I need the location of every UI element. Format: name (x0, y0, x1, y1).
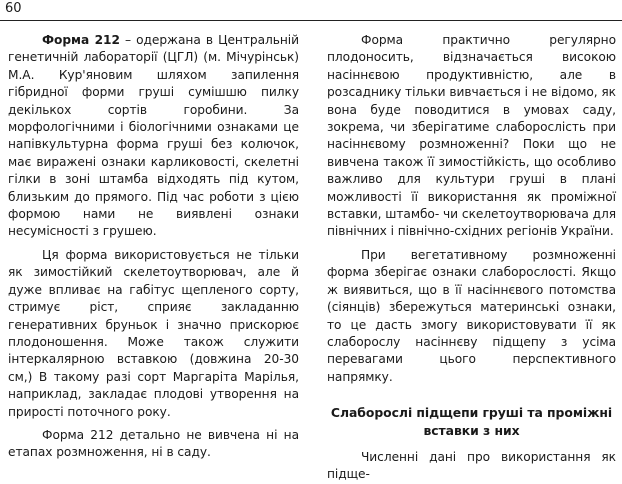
paragraph-form-212-intro (8, 32, 299, 241)
paragraph-form-212-study: Форма 212 детально не вивчена ні на етапах розмноження, ні в саду. (8, 427, 299, 460)
paragraph-rootstock-data: Численні дані про використання як підще- (327, 449, 616, 482)
section-heading: Слаборослі підщепи груші та проміжні вставки з них (330, 405, 613, 438)
paragraph-fruiting: Форма практично регулярно плодоносить, відзначається високою насіннєвою продуктивністю, але в розсаднику тільки вивчається і не відомо, як вона буде поводитися в умовах саду, зокрема, чи зберігатиме слаборослість при насіннєвому розмноженні? Поки що не вивчена також її зимостійкість, що особливо важливо для культури груші в плані можливості її використання як проміжної вставки, штамбо- чи скелетоутворювача для північних і північно-східних регіонів України. (327, 33, 616, 239)
header-rule (0, 20, 622, 21)
page-number: 60 (5, 1, 22, 16)
left-column (8, 32, 299, 462)
paragraph-form-212-usage: Ця форма використовується не тільки як зимостійкий скелетоутворювач, але й дуже впливає на габітус щепленого сорту, стримує ріст, сприяє закладанню генеративних бруньок і значно прискорює плодоношення. Може також служити інтеркалярною вставкою (довжина 20-30 см,) В такому разі сорт Маргаріта Марілья, наприклад, закладає плодові утворення на прирості поточного року. (8, 247, 299, 419)
form-212-description: – одержана в Центральній генетичній лабораторії (ЦГЛ) (м. Мічурінськ) М.А. Кур'яновим шляхом запилення гібридної форми груші сумішшю пилку декількох сортів горобини. За морфологічними і біологічними ознаками це напівкультурна форма груші без колючок, має виражені ознаки карликовості, скелетні гілки в зоні штамба відходять під кутом, близьким до прямого. Під час роботи з цією формою нами не виявлені ознаки несумісності з грушею. (8, 33, 299, 239)
form-212-term: Форма 212 (42, 33, 120, 47)
paragraph-vegetative-propagation: При вегетативному розмноженні форма зберігає ознаки слаборослості. Якщо ж виявиться, що в її насіннєвого потомства (сіянців) збережуться материнські ознаки, то це дасть змогу використовувати її як слаборослу насіннєву підщепу з усіма перевагами цього перспективного напрямку. (327, 247, 616, 384)
